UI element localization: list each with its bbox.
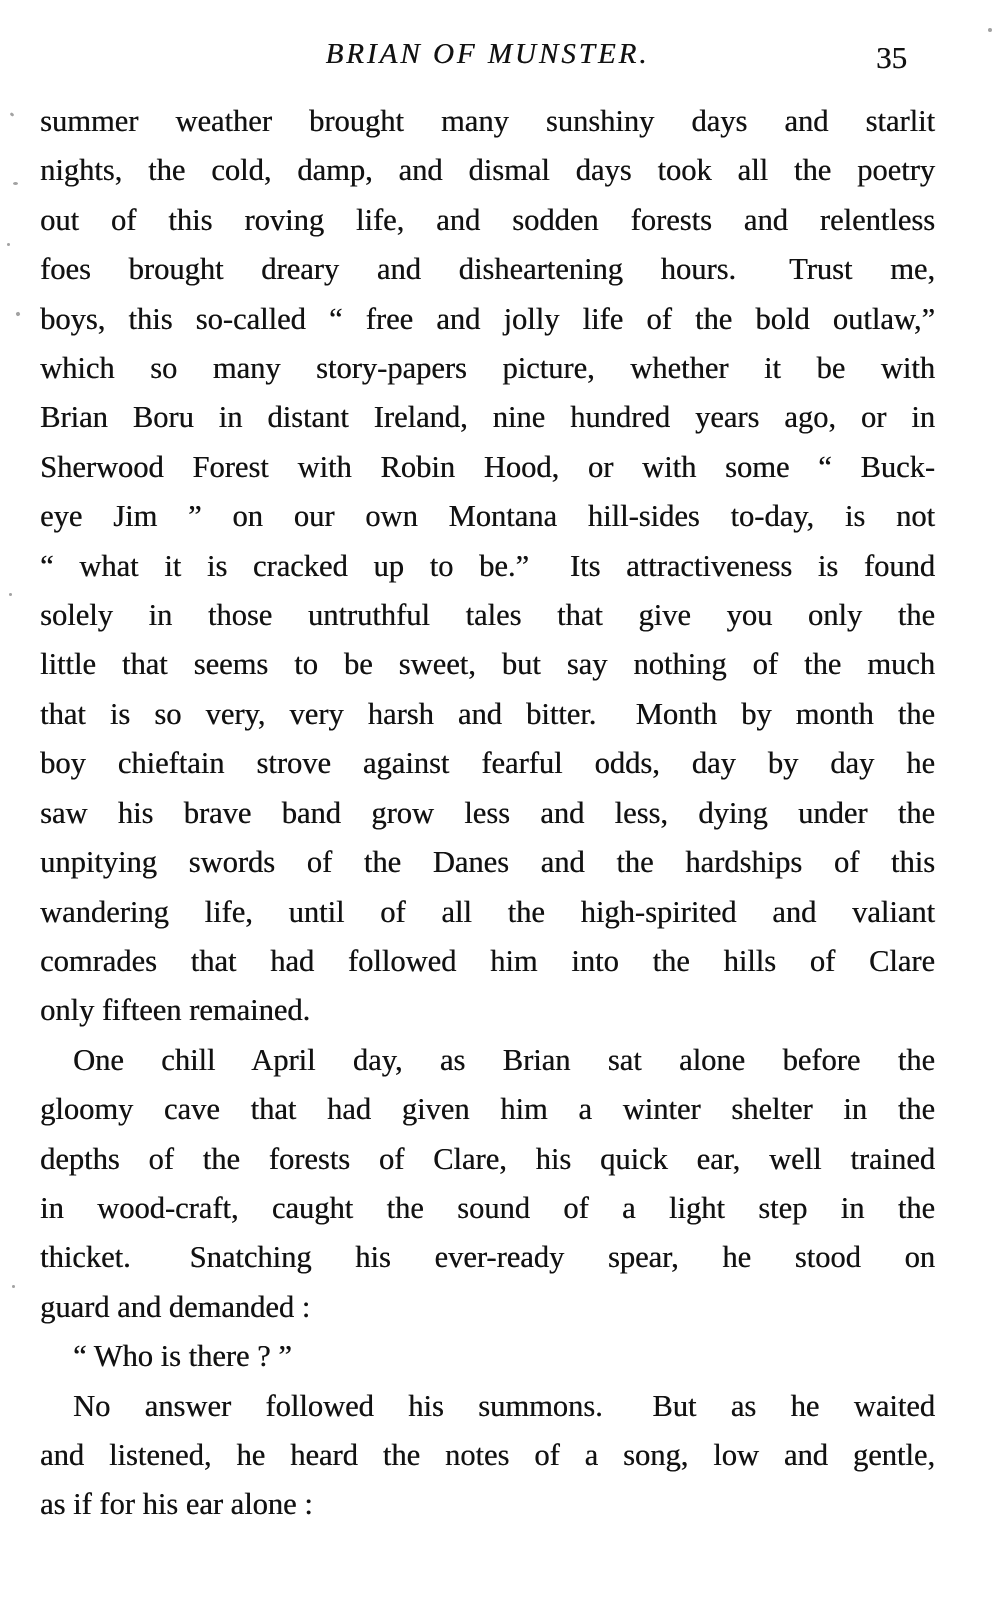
text-line: nights, the cold, damp, and dismal days took all the poetry (40, 153, 935, 188)
page-body (40, 97, 935, 1530)
text-line: boy chieftain strove against fearful odds, day by day he (40, 746, 935, 781)
text-line: Brian Boru in distant Ireland, nine hundred years ago, or in (40, 400, 935, 435)
scan-speck (10, 112, 15, 117)
text-line: as if for his ear alone : (40, 1487, 313, 1522)
text-line: gloomy cave that had given him a winter shelter in the (40, 1092, 935, 1127)
text-line: boys, this so-called “ free and jolly life of the bold outlaw,” (40, 301, 935, 336)
chapter-title: BRIAN OF MUNSTER. (325, 38, 650, 70)
scan-speck (7, 243, 10, 246)
scan-speck (12, 1285, 15, 1288)
scan-speck (9, 593, 12, 596)
text-line: unpitying swords of the Danes and the hardships of this (40, 845, 935, 880)
text-line: Sherwood Forest with Robin Hood, or with some “ Buck- (40, 449, 935, 484)
text-line: thicket. Snatching his ever-ready spear, he stood on (40, 1240, 935, 1275)
text-line: in wood-craft, caught the sound of a light step in the (40, 1190, 935, 1225)
text-line: “ what it is cracked up to be.” Its attractiveness is found (40, 548, 935, 583)
text-line: and listened, he heard the notes of a song, low and gentle, (40, 1437, 935, 1472)
text-line: eye Jim ” on our own Montana hill-sides to-day, is not (40, 499, 935, 534)
scan-speck (13, 182, 18, 185)
running-header (40, 38, 935, 82)
page-number: 35 (876, 40, 907, 75)
scan-speck (988, 28, 992, 32)
text-line: No answer followed his summons. But as he waited (73, 1388, 935, 1423)
text-line: comrades that had followed him into the hills of Clare (40, 943, 935, 978)
text-line: One chill April day, as Brian sat alone before the (73, 1042, 935, 1077)
text-line: wandering life, until of all the high-spirited and valiant (40, 894, 935, 929)
text-line: guard and demanded : (40, 1289, 311, 1324)
text-line: that is so very, very harsh and bitter. Month by month the (40, 696, 935, 731)
text-line: out of this roving life, and sodden forests and relentless (40, 202, 935, 237)
text-line: only fifteen remained. (40, 993, 311, 1028)
text-line: solely in those untruthful tales that give you only the (40, 598, 935, 633)
text-line: which so many story-papers picture, whether it be with (40, 351, 935, 386)
scan-speck (15, 311, 20, 316)
text-line: summer weather brought many sunshiny days and starlit (40, 104, 935, 138)
text-line: little that seems to be sweet, but say nothing of the much (40, 647, 935, 682)
text-line: foes brought dreary and disheartening hours. Trust me, (40, 252, 935, 287)
text-line: saw his brave band grow less and less, dying under the (40, 795, 935, 830)
text-line: depths of the forests of Clare, his quick ear, well trained (40, 1141, 935, 1176)
text-line: “ Who is there ? ” (73, 1339, 292, 1374)
